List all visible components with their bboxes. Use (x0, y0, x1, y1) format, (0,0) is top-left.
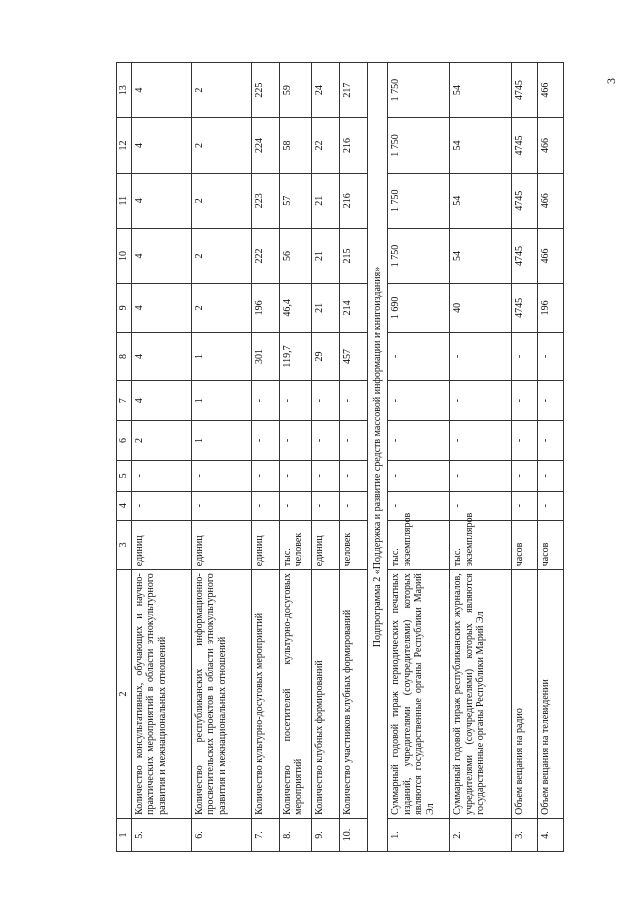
value-cell: - (538, 421, 564, 461)
indicator-name: Количество клубных формирований (311, 570, 339, 819)
value-cell: 4 (131, 381, 191, 421)
table-row (279, 63, 311, 852)
value-cell: 4745 (512, 228, 538, 283)
value-cell: 2 (191, 63, 251, 118)
value-cell: - (538, 460, 564, 491)
value-cell: 196 (251, 284, 279, 333)
value-cell: 4 (131, 173, 191, 228)
indicator-name: Количество республиканских информационно-просветительских проектов в области этнокультурного развития и межнациональных отношений (191, 570, 251, 819)
column-header: 4 (117, 491, 132, 520)
indicator-name: Количество культурно-досуговых мероприятий (251, 570, 279, 819)
indicator-name: Суммарный годовой тираж республиканских журналов, учредителями (соучредителями) которых являются государственные органы Республики Марий Эл (450, 570, 512, 819)
page-number: 3 (604, 78, 618, 84)
unit-cell: человек (339, 520, 367, 570)
value-cell: 225 (251, 63, 279, 118)
value-cell: 119,7 (279, 332, 311, 381)
value-cell: - (279, 381, 311, 421)
value-cell: - (251, 491, 279, 520)
unit-cell: тыс. экземпляров (388, 520, 450, 570)
value-cell: 4745 (512, 173, 538, 228)
value-cell: 4 (131, 284, 191, 333)
value-cell: 1 750 (388, 228, 450, 283)
row-number: 3. (512, 818, 538, 851)
value-cell: 215 (339, 228, 367, 283)
row-number: 6. (191, 818, 251, 851)
value-cell: 54 (450, 173, 512, 228)
value-cell: 1 (191, 381, 251, 421)
table-row (512, 63, 538, 852)
value-cell: 54 (450, 228, 512, 283)
table-row (339, 63, 367, 852)
table-row (311, 63, 339, 852)
value-cell: 457 (339, 332, 367, 381)
row-number: 5. (131, 818, 191, 851)
value-cell: - (512, 332, 538, 381)
value-cell: - (251, 421, 279, 461)
value-cell: - (311, 421, 339, 461)
value-cell: 21 (311, 228, 339, 283)
value-cell: 58 (279, 118, 311, 173)
column-header: 2 (117, 570, 132, 819)
table-row (538, 63, 564, 852)
value-cell: 4 (131, 228, 191, 283)
row-number: 2. (450, 818, 512, 851)
value-cell: 29 (311, 332, 339, 381)
value-cell: 56 (279, 228, 311, 283)
value-cell: - (339, 381, 367, 421)
value-cell: 466 (538, 173, 564, 228)
value-cell: - (538, 381, 564, 421)
value-cell: 57 (279, 173, 311, 228)
value-cell: 2 (191, 228, 251, 283)
value-cell: 54 (450, 118, 512, 173)
value-cell: - (450, 332, 512, 381)
value-cell: 2 (191, 118, 251, 173)
value-cell: - (191, 491, 251, 520)
value-cell: 2 (131, 421, 191, 461)
value-cell: 1 (191, 332, 251, 381)
value-cell: 466 (538, 228, 564, 283)
row-number: 10. (339, 818, 367, 851)
value-cell: 1 750 (388, 173, 450, 228)
value-cell: 54 (450, 63, 512, 118)
value-cell: - (279, 460, 311, 491)
value-cell: - (512, 491, 538, 520)
value-cell: - (339, 421, 367, 461)
unit-cell: часов (538, 520, 564, 570)
value-cell: 24 (311, 63, 339, 118)
column-header: 11 (117, 173, 132, 228)
unit-cell: тыс. экземпляров (450, 520, 512, 570)
unit-cell: единиц (131, 520, 191, 570)
value-cell: - (538, 332, 564, 381)
table-row (131, 63, 191, 852)
value-cell: - (512, 460, 538, 491)
value-cell: - (251, 460, 279, 491)
value-cell: - (279, 491, 311, 520)
value-cell: 4 (131, 118, 191, 173)
value-cell: 196 (538, 284, 564, 333)
table-row (251, 63, 279, 852)
value-cell: 1 690 (388, 284, 450, 333)
value-cell: - (388, 381, 450, 421)
value-cell: - (339, 491, 367, 520)
column-header: 1 (117, 818, 132, 851)
value-cell: 4745 (512, 63, 538, 118)
unit-cell: тыс. человек (279, 520, 311, 570)
value-cell: 4 (131, 332, 191, 381)
value-cell: 40 (450, 284, 512, 333)
value-cell: - (388, 491, 450, 520)
value-cell: - (450, 460, 512, 491)
row-number: 7. (251, 818, 279, 851)
indicator-name: Количество консультативных, обучающих и научно-практических мероприятий в области этнокультурного развития и межнациональных отношений (131, 570, 191, 819)
value-cell: - (131, 460, 191, 491)
value-cell: - (450, 381, 512, 421)
value-cell: - (388, 421, 450, 461)
indicator-name: Количество участников клубных формирований (339, 570, 367, 819)
value-cell: 216 (339, 173, 367, 228)
column-header: 12 (117, 118, 132, 173)
column-header: 5 (117, 460, 132, 491)
value-cell: 214 (339, 284, 367, 333)
value-cell: - (512, 421, 538, 461)
subprogram-row (367, 63, 388, 852)
indicator-name: Количество посетителей культурно-досуговых мероприятий (279, 570, 311, 819)
value-cell: - (311, 460, 339, 491)
value-cell: - (450, 491, 512, 520)
value-cell: - (512, 381, 538, 421)
row-number: 9. (311, 818, 339, 851)
value-cell: 4745 (512, 284, 538, 333)
value-cell: - (131, 491, 191, 520)
column-header: 8 (117, 332, 132, 381)
indicator-name: Суммарный годовой тираж периодических печатных изданий, учредителями (соучредителями) которых являются государственные органы Республики Марий Эл (388, 570, 450, 819)
value-cell: - (450, 421, 512, 461)
value-cell: 1 (191, 421, 251, 461)
value-cell: 217 (339, 63, 367, 118)
indicators-table (116, 62, 564, 852)
table-body (117, 63, 564, 852)
column-header: 13 (117, 63, 132, 118)
value-cell: - (388, 460, 450, 491)
value-cell: 216 (339, 118, 367, 173)
value-cell: - (191, 460, 251, 491)
column-header: 9 (117, 284, 132, 333)
table-row (388, 63, 450, 852)
header-row (117, 63, 132, 852)
indicator-name: Объем вещания на радио (512, 570, 538, 819)
value-cell: 466 (538, 118, 564, 173)
column-header: 6 (117, 421, 132, 461)
value-cell: - (388, 332, 450, 381)
unit-cell: единиц (251, 520, 279, 570)
value-cell: 59 (279, 63, 311, 118)
value-cell: - (251, 381, 279, 421)
value-cell: 46,4 (279, 284, 311, 333)
value-cell: 1 750 (388, 63, 450, 118)
value-cell: - (538, 491, 564, 520)
value-cell: 1 750 (388, 118, 450, 173)
value-cell: - (311, 491, 339, 520)
value-cell: 21 (311, 284, 339, 333)
value-cell: 4 (131, 63, 191, 118)
unit-cell: часов (512, 520, 538, 570)
value-cell: - (279, 421, 311, 461)
column-header: 3 (117, 520, 132, 570)
row-number: 4. (538, 818, 564, 851)
value-cell: 4745 (512, 118, 538, 173)
subprogram-title: Подпрограмма 2 «Поддержка и развитие средств массовой информации и книгоиздания» (367, 63, 388, 852)
value-cell: - (311, 381, 339, 421)
value-cell: - (339, 460, 367, 491)
column-header: 10 (117, 228, 132, 283)
indicator-name: Объем вещания на телевидении (538, 570, 564, 819)
value-cell: 466 (538, 63, 564, 118)
value-cell: 222 (251, 228, 279, 283)
unit-cell: единиц (311, 520, 339, 570)
value-cell: 2 (191, 173, 251, 228)
table-row (191, 63, 251, 852)
table-row (450, 63, 512, 852)
value-cell: 301 (251, 332, 279, 381)
value-cell: 2 (191, 284, 251, 333)
row-number: 1. (388, 818, 450, 851)
row-number: 8. (279, 818, 311, 851)
unit-cell: единиц (191, 520, 251, 570)
value-cell: 21 (311, 173, 339, 228)
column-header: 7 (117, 381, 132, 421)
rotated-table-sheet (116, 62, 596, 852)
value-cell: 224 (251, 118, 279, 173)
value-cell: 22 (311, 118, 339, 173)
value-cell: 223 (251, 173, 279, 228)
